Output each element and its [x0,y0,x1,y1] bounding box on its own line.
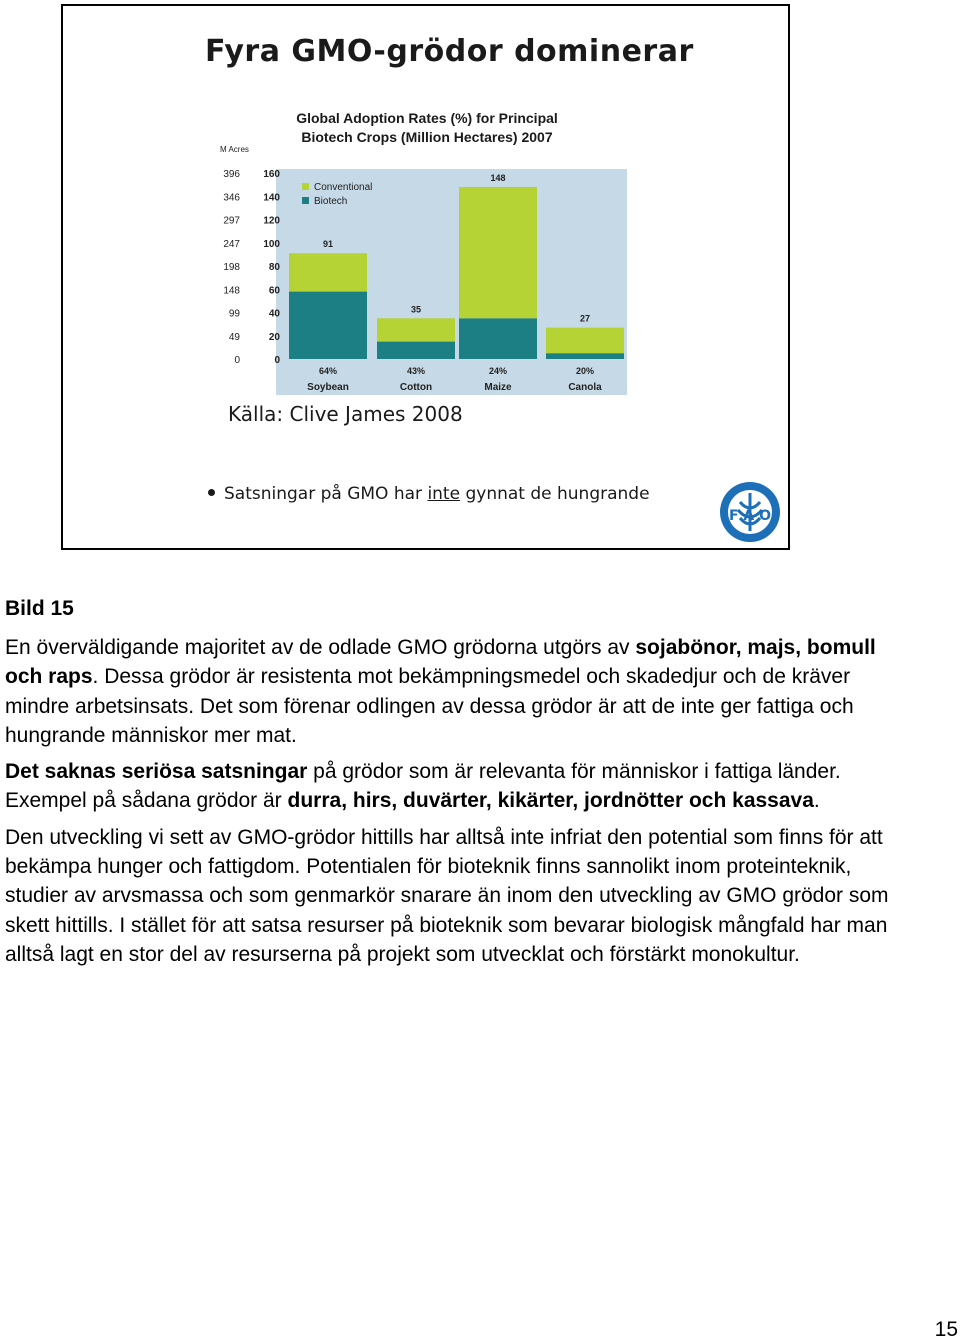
bar-conventional-canola [546,328,624,354]
bar-conventional-cotton [377,318,455,341]
chart-svg [214,101,627,395]
category-label: Cotton [399,382,433,393]
bar-total-label: 148 [490,172,506,183]
category-label: Canola [568,382,602,393]
left-tick-label: 297 [223,215,240,227]
bar-biotech-soybean [289,292,367,359]
paragraph-2 [5,757,905,816]
page-number: 15 [934,1318,958,1341]
category-label: Maize [484,382,512,393]
right-tick-label: 20 [268,331,280,343]
right-tick-label: 160 [263,169,280,180]
legend-swatch [302,183,309,190]
p1-run-2: . Dessa grödor är resistenta mot bekämpningsmedel och skadedjur och de kräver mindre arbetsinsats. Det som förenar odlingen av dessa grödor är att de inte ger fattiga och hungrande människor mer mat. [5,665,854,747]
adoption-label: 43% [406,366,426,376]
slide-source: Källa: Clive James 2008 [228,402,463,426]
left-tick-label: 49 [228,331,240,343]
chart-title-line: Biotech Crops (Million Hectares) 2007 [301,129,553,145]
left-tick-label: 148 [223,285,240,297]
bar-biotech-cotton [377,342,455,359]
fao-logo [718,480,782,544]
p2-run-3: . [813,789,820,813]
p1-run-1: sojabönor, majs, bomull och raps [5,636,876,689]
left-tick-label: 0 [234,355,240,366]
right-tick-label: 0 [274,355,280,366]
svg-text:F A O: F A O [728,508,772,524]
legend-label: Conventional [314,182,373,193]
paragraph-3 [5,823,905,969]
right-tick-label: 100 [263,238,280,250]
body-text [5,633,905,976]
left-tick-label: 346 [223,192,240,204]
legend-label: Biotech [314,196,348,207]
bullet-dot [208,489,215,496]
caption: Bild 15 [5,597,74,620]
p3-run-0: Den utveckling vi sett av GMO-grödor hittills har alltså inte infriat den potential som finns för att bekämpa hunger och fattigdom. Potentialen för bioteknik finns sannolikt inom proteinteknik, studier av arvsmassa och som genmarkör snarare än inom den utveckling av GMO grödor som skett hittills. I stället för att satsa resurser på bioteknik som bevarar biologisk mångfald har man alltså lagt en stor del av resurserna på projekt som utvecklat och förstärkt monokultur. [5,825,889,966]
left-tick-label: 247 [223,238,240,250]
slide-title: Fyra GMO-grödor dominerar [205,34,694,69]
slide [61,4,790,550]
p1-run-0: En överväldigande majoritet av de odlade GMO grödorna utgörs av [5,636,636,659]
chart-title-line: Global Adoption Rates (%) for Principal [296,110,558,126]
left-axis-label: M Acres [220,145,249,154]
adoption-label: 64% [318,366,338,376]
legend-swatch [302,197,309,204]
left-tick-label: 396 [223,169,240,180]
left-tick-label: 198 [223,262,240,273]
bar-biotech-maize [459,318,537,359]
adoption-label: 20% [575,366,595,376]
adoption-label: 24% [488,366,508,376]
right-tick-label: 140 [263,192,280,204]
right-tick-label: 80 [268,262,280,273]
right-tick-label: 60 [268,285,280,297]
right-tick-label: 40 [268,308,280,320]
p2-run-2: durra, hirs, duvärter, kikärter, jordnötter och kassava [287,789,814,813]
bar-total-label: 91 [322,239,334,250]
slide-bullet [208,484,650,504]
bar-conventional-soybean [289,253,367,291]
bullet-emphasis: inte [427,484,461,504]
paragraph-1 [5,633,905,750]
left-tick-label: 99 [228,308,240,320]
p2-run-1: på grödor som är relevanta för människor i fattiga länder. Exempel på sådana grödor är [5,760,841,813]
p2-run-0: Det saknas seriösa satsningar [5,760,308,784]
bullet-post: gynnat de hungrande [460,484,650,504]
bar-total-label: 27 [579,313,591,324]
adoption-chart [214,101,627,395]
category-label: Soybean [307,382,349,393]
bar-biotech-canola [546,353,624,359]
bar-conventional-maize [459,187,537,318]
right-tick-label: 120 [263,215,280,227]
bar-total-label: 35 [410,304,422,315]
bullet-pre: Satsningar på GMO har [224,484,428,504]
